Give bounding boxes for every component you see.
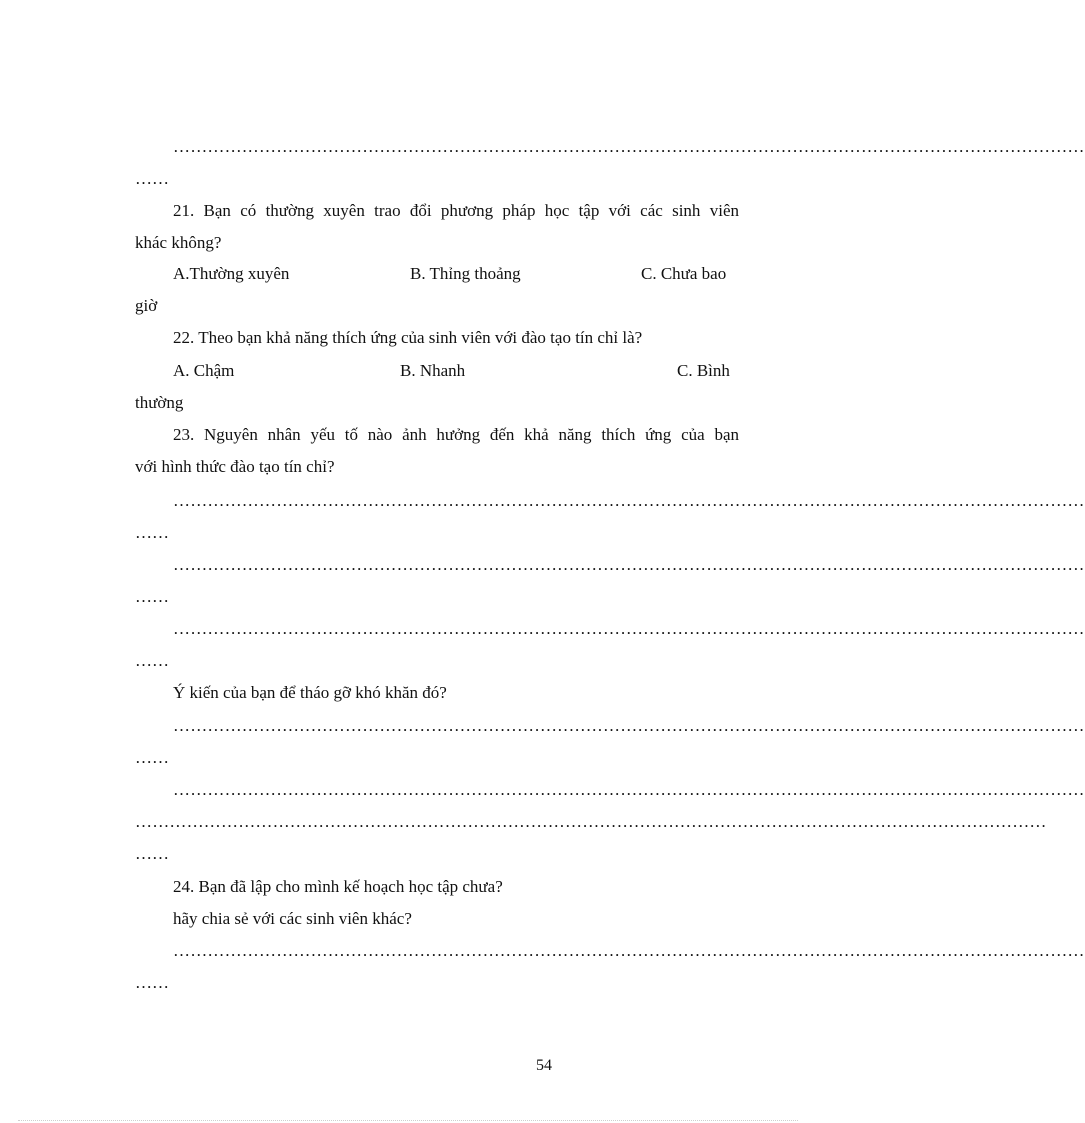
answer-dotted-line: …………………………………………………………………………………………………………………………………………… <box>173 941 1085 960</box>
answer-dotted-line: …………………………………………………………………………………………………………………………………………… <box>173 619 1085 638</box>
answer-dotted-line: …………………………………………………………………………………………………………………………………………… <box>173 780 1085 799</box>
question-24-text: 24. Bạn đã lập cho mình kế hoạch học tập chưa? <box>173 877 503 896</box>
answer-dotted-tail: …… <box>135 523 169 542</box>
question-22-option-c: C. Bình <box>677 361 730 380</box>
question-21-option-c: C. Chưa bao <box>641 264 727 283</box>
question-21-option-a: A.Thường xuyên <box>173 264 290 283</box>
answer-dotted-tail: …… <box>135 651 169 670</box>
answer-dotted-line: …………………………………………………………………………………………………………………………………………… <box>173 716 1085 735</box>
question-22-option-a: A. Chậm <box>173 361 235 380</box>
answer-dotted-tail: …… <box>135 973 169 992</box>
answer-dotted-tail: …… <box>135 169 169 188</box>
page-bottom-divider <box>18 1120 798 1121</box>
question-22-text: 22. Theo bạn khả năng thích ứng của sinh viên với đào tạo tín chỉ là? <box>173 328 643 347</box>
answer-dotted-line: …………………………………………………………………………………………………………………………………………… <box>173 555 1085 574</box>
question-22-option-c-cont: thường <box>135 393 184 412</box>
question-21-text-cont: khác không? <box>135 233 222 252</box>
answer-dotted-tail: …… <box>135 844 169 863</box>
question-22-option-b: B. Nhanh <box>400 361 466 380</box>
answer-dotted-line: …………………………………………………………………………………………………………………………………………… <box>173 137 1085 156</box>
question-21-option-c-cont: giờ <box>135 296 158 315</box>
answer-dotted-tail: …… <box>135 748 169 767</box>
question-23-text-cont: với hình thức đào tạo tín chỉ? <box>135 457 335 476</box>
question-23-opinion-prompt: Ý kiến của bạn để tháo gỡ khó khăn đó? <box>173 683 447 702</box>
question-21-option-b: B. Thỉng thoảng <box>410 264 521 283</box>
page-number: 54 <box>536 1057 552 1074</box>
question-21-text: 21. Bạn có thường xuyên trao đổi phương pháp học tập với các sinh viên <box>173 201 739 220</box>
question-23-text: 23. Nguyên nhân yếu tố nào ảnh hưởng đến khả năng thích ứng của bạn <box>173 425 739 444</box>
answer-dotted-line-full: …………………………………………………………………………………………………………………………………………… <box>135 812 1047 831</box>
answer-dotted-line: …………………………………………………………………………………………………………………………………………… <box>173 491 1085 510</box>
answer-dotted-tail: …… <box>135 587 169 606</box>
question-24-text-cont: hãy chia sẻ với các sinh viên khác? <box>173 909 412 928</box>
